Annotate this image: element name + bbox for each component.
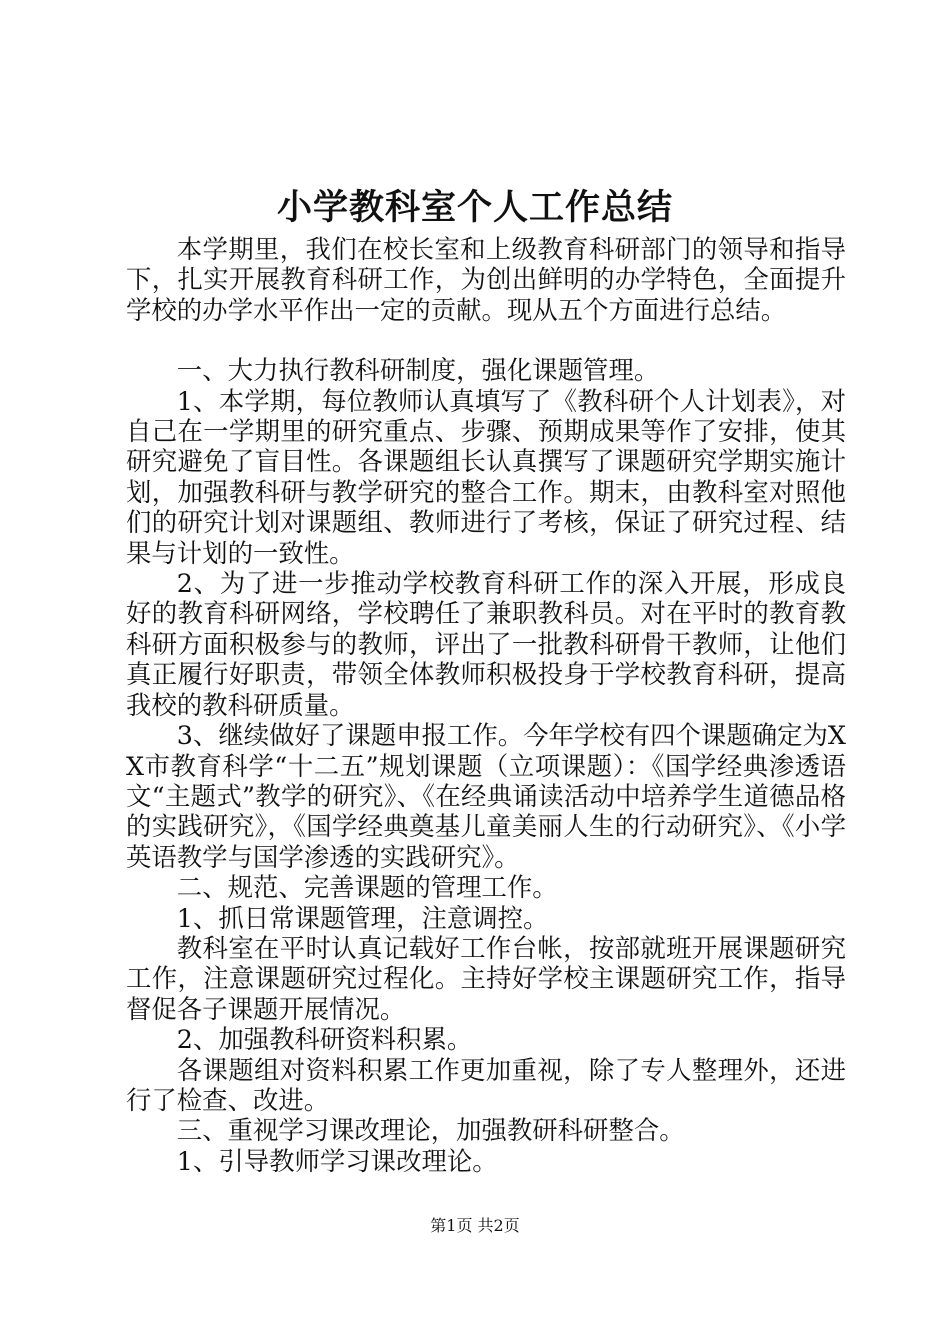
section-1-item-2: 2、为了进一步推动学校教育科研工作的深入开展，形成良好的教育科研网络，学校聘任了兼职教科员。对在平时的教育教科研方面积极参与的教师，评出了一批教科研骨干教师，让他们真正履行好职责，带领全体教师积极投身于学校教育科研，提高我校的教科研质量。 [126,568,846,720]
intro-paragraph: 本学期里，我们在校长室和上级教育科研部门的领导和指导下，扎实开展教育科研工作，为创出鲜明的办学特色，全面提升学校的办学水平作出一定的贡献。现从五个方面进行总结。 [126,234,846,325]
section-2-item-2-detail: 各课题组对资料积累工作更加重视，除了专人整理外，还进行了检查、改进。 [126,1054,846,1115]
document-title: 小学教科室个人工作总结 [276,187,673,228]
paragraph-spacer [126,325,846,355]
page-footer: 第1页 共2页 [430,1216,520,1235]
section-2-item-1: 1、抓日常课题管理，注意调控。 [176,902,549,933]
section-heading-1: 一、大力执行教科研制度，强化课题管理。 [176,355,660,386]
section-2-item-2: 2、加强教科研资料积累。 [176,1024,473,1055]
section-1-item-1: 1、本学期，每位教师认真填写了《教科研个人计划表》，对自己在一学期里的研究重点、步骤、预期成果等作了安排，使其研究避免了盲目性。各课题组长认真撰写了课题研究学期实施计划，加强教科研与教学研究的整合工作。期末，由教科室对照他们的研究计划对课题组、教师进行了考核，保证了研究过程、结果与计划的一致性。 [126,385,846,568]
section-1-item-3: 3、继续做好了课题申报工作。今年学校有四个课题确定为XX市教育科学“十二五”规划课题（立项课题）：《国学经典渗透语文“主题式”教学的研究》、《在经典诵读活动中培养学生道德品格的实践研究》，《国学经典奠基儿童美丽人生的行动研究》、《小学英语教学与国学渗透的实践研究》。 [126,720,846,872]
document-body [126,234,846,1176]
section-heading-2: 二、规范、完善课题的管理工作。 [176,872,558,903]
section-2-item-1-detail: 教科室在平时认真记载好工作台帐，按部就班开展课题研究工作，注意课题研究过程化。主持好学校主课题研究工作，指导督促各子课题开展情况。 [126,932,846,1024]
section-heading-3: 三、重视学习课改理论，加强教研科研整合。 [176,1115,685,1146]
section-3-item-1: 1、引导教师学习课改理论。 [176,1145,498,1176]
